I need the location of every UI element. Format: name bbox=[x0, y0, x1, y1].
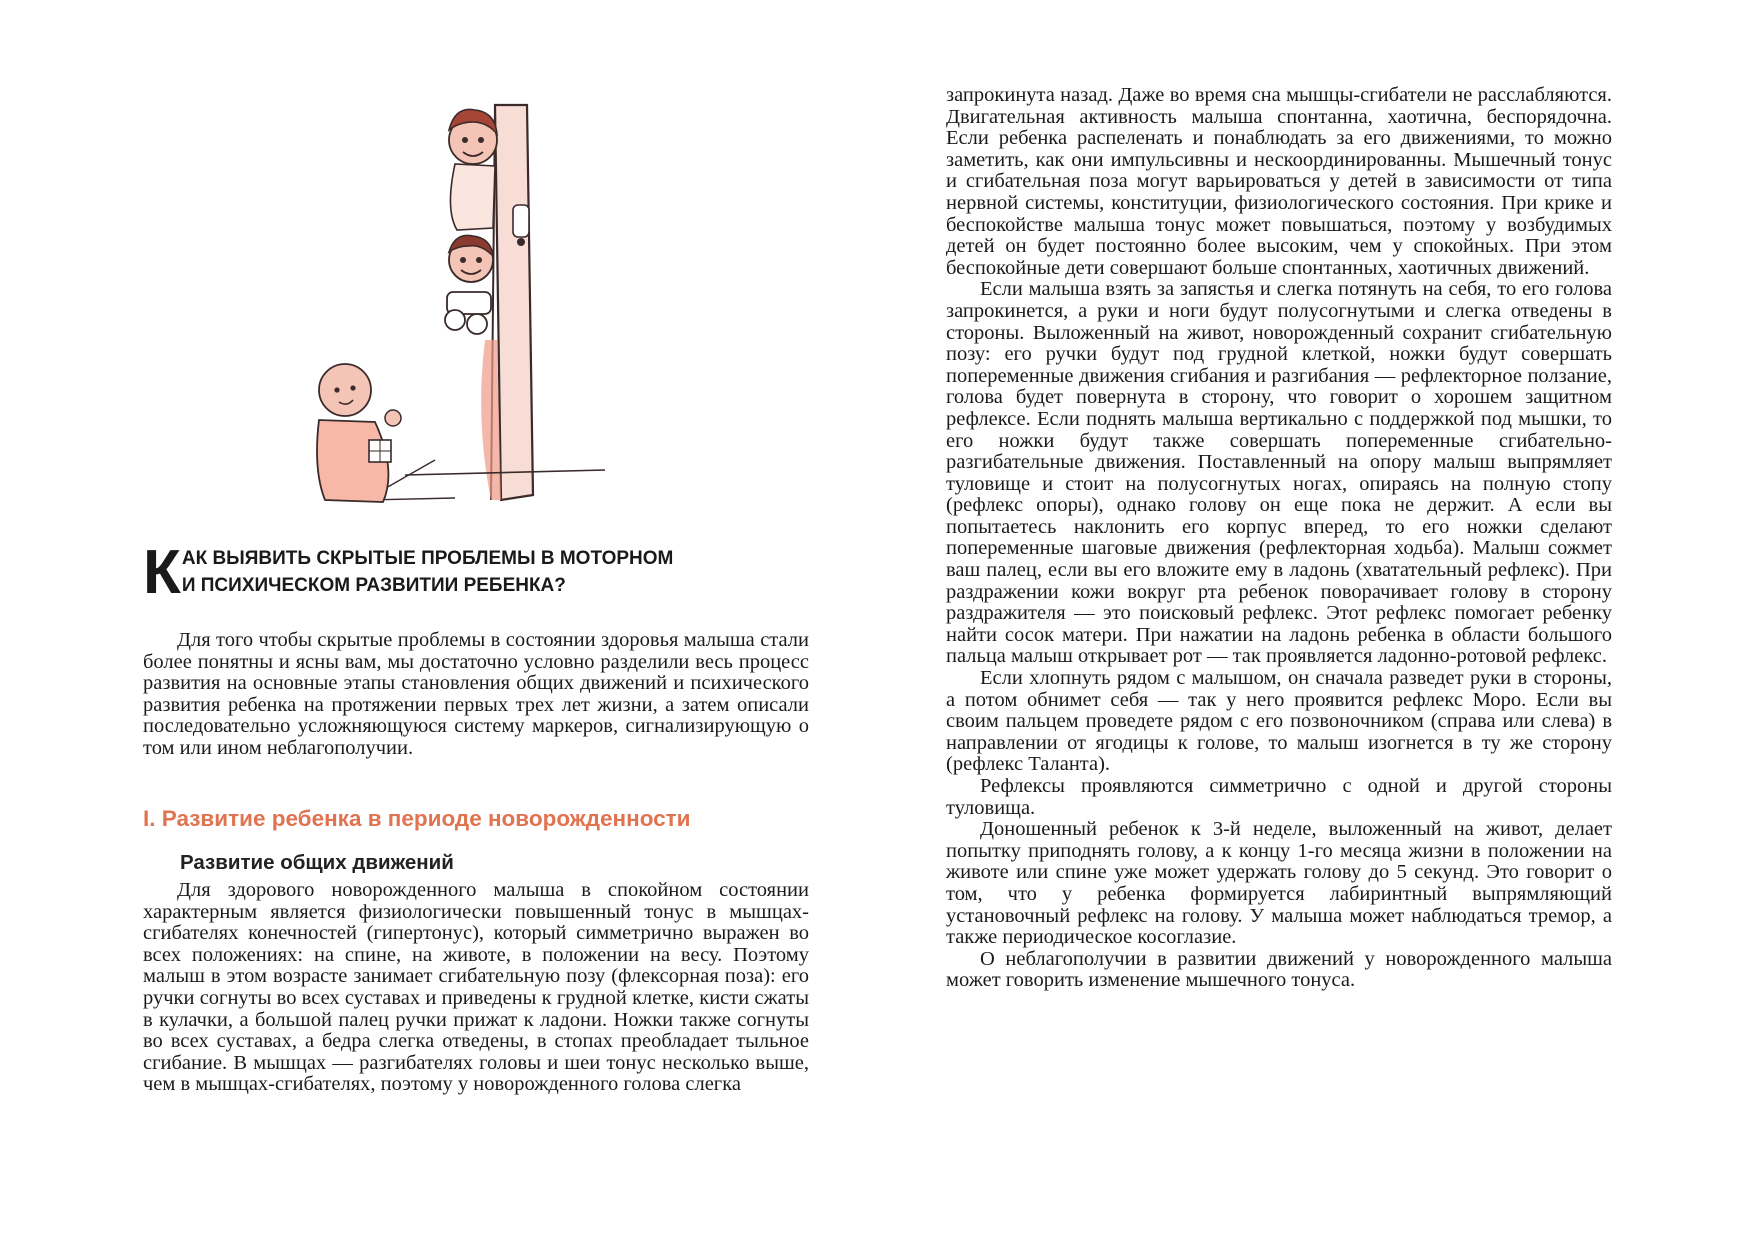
paragraph-5: Доношенный ребенок к 3-й неделе, выложенный на живот, делает попытку приподнять голову, а к концу 1-го месяца жизни в положении на животе или спине уже может удержать голову до 5 секунд. Это говорит о том, что у ребенка формируется лабиринтный выпрямляющий установочный рефлекс на голову. У малыша может наблюдаться тремор, а также периодическое косоглазие. bbox=[946, 818, 1612, 949]
intro-section bbox=[143, 630, 809, 760]
children-peeking-door-illustration bbox=[305, 100, 635, 510]
paragraph-6: О неблагополучии в развитии движений у новорожденного малыша может говорить изменение мышечного тонуса. bbox=[946, 947, 1612, 992]
chapter-title-line-1: АК ВЫЯВИТЬ СКРЫТЫЕ ПРОБЛЕМЫ В МОТОРНОМ bbox=[181, 548, 674, 569]
chapter-title-line-2: И ПСИХИЧЕСКОМ РАЗВИТИИ РЕБЕНКА? bbox=[181, 575, 566, 596]
subheading: Развитие общих движений bbox=[180, 851, 454, 874]
intro-paragraph: Для того чтобы скрытые проблемы в состоянии здоровья малыша стали более понятны и ясны вам, мы достаточно условно разделили весь процесс развития на основные этапы становления общих движений и психического развития ребенка на протяжении первых трех лет жизни, а затем описали последовательно усложняющуюся систему маркеров, сигнализирующую о том или ином неблагополучии. bbox=[143, 629, 809, 759]
right-page bbox=[876, 0, 1753, 1241]
left-page bbox=[0, 0, 876, 1241]
paragraph-3: Если хлопнуть рядом с малышом, он сначала разведет руки в стороны, а потом обнимет себя — так у него проявится рефлекс Моро. Если вы своим пальцем проведете рядом с его позвоночником (справа или слева) в направлении от ягодицы к голове, то малыш изогнется в ту же сторону (рефлекс Таланта). bbox=[946, 667, 1612, 776]
paragraph-1: запрокинута назад. Даже во время сна мышцы-сгибатели не расслабляются. Двигательная активность малыша спонтанна, хаотична, беспорядочна. Если ребенка распеленать и понаблюдать за его движениями, то можно заметить, как они импульсивны и нескоординированны. Мышечный тонус и сгибательная поза могут варьироваться у детей в зависимости от типа нервной системы, конституции, физиологического состояния. При крике и беспокойстве малыша тонус может повышаться, поэтому у возбудимых детей он будет постоянно более высоким, чем у спокойных. При этом беспокойные дети совершают больше спонтанных, хаотичных движений. bbox=[946, 84, 1612, 279]
paragraph-2: Если малыша взять за запястья и слегка потянуть на себя, то его голова запрокинется, а руки и ноги будут полусогнутыми и слегка отведены в стороны. Выложенный на живот, новорожденный сохранит сгибательную позу: его ручки будут под грудной клеткой, ножки будут совершать попеременные движения сгибания и разгибания — рефлекторное ползание, голова будет повернута в сторону, что говорит о хорошем защитном рефлексе. Если поднять малыша вертикально с поддержкой под мышки, то его ножки будут также совершать попеременные сгибательно-разгибательные движения. Поставленный на опору малыш выпрямляет туловище и стоит на полусогнутых ногах, опираясь на полную стопу (рефлекс опоры), однако голову он еще пока не держит. А если вы попытаетесь наклонить его корпус вперед, то его ножки сделают попеременные шаговые движения (рефлекторная ходьба). Малыш сожмет ваш палец, если вы его вложите ему в ладонь (хватательный рефлекс). При раздражении кожи вокруг рта ребенок поворачивает голову в сторону раздражителя — это поисковый рефлекс. Этот рефлекс помогает ребенку найти сосок матери. При нажатии на ладонь ребенка в области большого пальца малыш открывает рот — так проявляется ладонно-ротовой рефлекс. bbox=[946, 278, 1612, 668]
right-text-column bbox=[946, 85, 1612, 992]
body-paragraph: Для здорового новорожденного малыша в спокойном состоянии характерным является физиологически повышенный тонус в мышцах-сгибателях конечностей (гипертонус), который симметрично выражен во всех положениях: на спине, на животе, в положении на весу. Поэтому малыш в этом возрасте занимает сгибательную позу (флексорная поза): его ручки согнуты во всех суставах и приведены к грудной клетке, кисти сжаты в кулачки, а большой палец ручки прижат к ладони. Ножки также согнуты во всех суставах, а бедра слегка отведены, в стопах преобладает тыльное сгибание. В мышцах — разгибателях головы и шеи тонус несколько выше, чем в мышцах-сгибателях, поэтому у новорожденного голова слегка bbox=[143, 879, 809, 1096]
paragraph-4: Рефлексы проявляются симметрично с одной и другой стороны туловища. bbox=[946, 775, 1612, 819]
left-body-section bbox=[143, 880, 809, 1096]
section-heading: I. Развитие ребенка в периоде новорожденности bbox=[143, 806, 691, 831]
chapter-dropcap: К bbox=[143, 538, 181, 607]
chapter-title bbox=[143, 538, 763, 607]
